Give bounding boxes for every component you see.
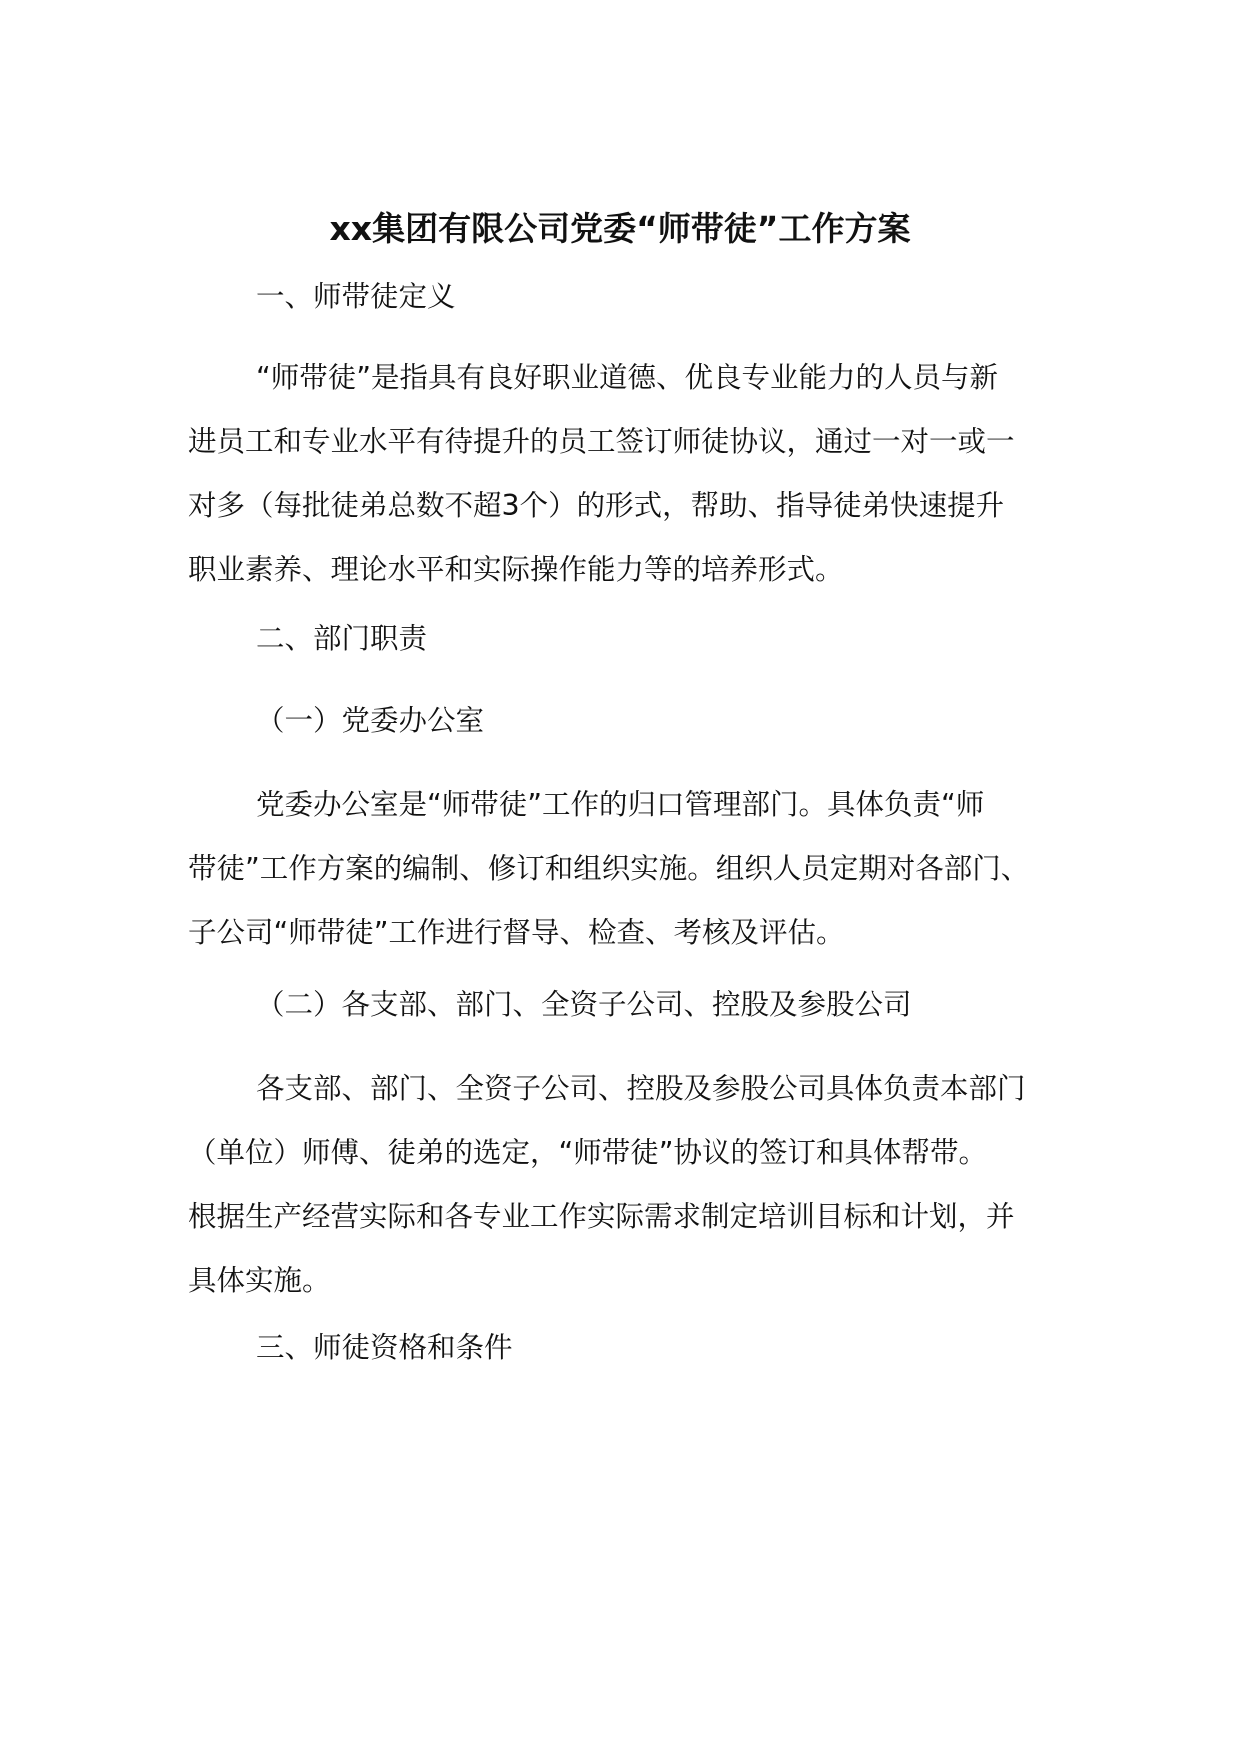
section-heading-definition: 一、师带徒定义 <box>256 280 456 313</box>
subsection-heading-branches: （二）各支部、部门、全资子公司、控股及参股公司 <box>256 988 912 1021</box>
paragraph-line: 具体实施。 <box>188 1264 331 1297</box>
paragraph-line: 职业素养、理论水平和实际操作能力等的培养形式。 <box>188 553 844 586</box>
paragraph-line: 各支部、部门、全资子公司、控股及参股公司具体负责本部门 <box>256 1072 1026 1105</box>
paragraph-branches <box>188 1057 1058 1313</box>
document-title: xx集团有限公司党委“师带徒”工作方案 <box>329 209 911 248</box>
paragraph-line: 根据生产经营实际和各专业工作实际需求制定培训目标和计划，并 <box>188 1200 1015 1233</box>
paragraph-line: （单位）师傅、徒弟的选定，“师带徒”协议的签订和具体帮带。 <box>188 1136 988 1169</box>
paragraph-definition <box>188 346 1058 602</box>
paragraph-party-office <box>188 773 1058 965</box>
paragraph-line: 党委办公室是“师带徒”工作的归口管理部门。具体负责“师 <box>256 788 985 821</box>
paragraph-line: 子公司“师带徒”工作进行督导、检查、考核及评估。 <box>188 916 845 949</box>
paragraph-line: 对多（每批徒弟总数不超3个）的形式，帮助、指导徒弟快速提升 <box>188 489 1005 522</box>
paragraph-line: 进员工和专业水平有待提升的员工签订师徒协议，通过一对一或一 <box>188 425 1015 458</box>
subsection-heading-party-office: （一）党委办公室 <box>256 704 485 737</box>
section-heading-responsibilities: 二、部门职责 <box>256 622 428 655</box>
section-heading-qualifications: 三、师徒资格和条件 <box>256 1331 513 1364</box>
paragraph-line: 带徒”工作方案的编制、修订和组织实施。组织人员定期对各部门、 <box>188 852 1030 885</box>
paragraph-line: “师带徒”是指具有良好职业道德、优良专业能力的人员与新 <box>256 361 999 394</box>
